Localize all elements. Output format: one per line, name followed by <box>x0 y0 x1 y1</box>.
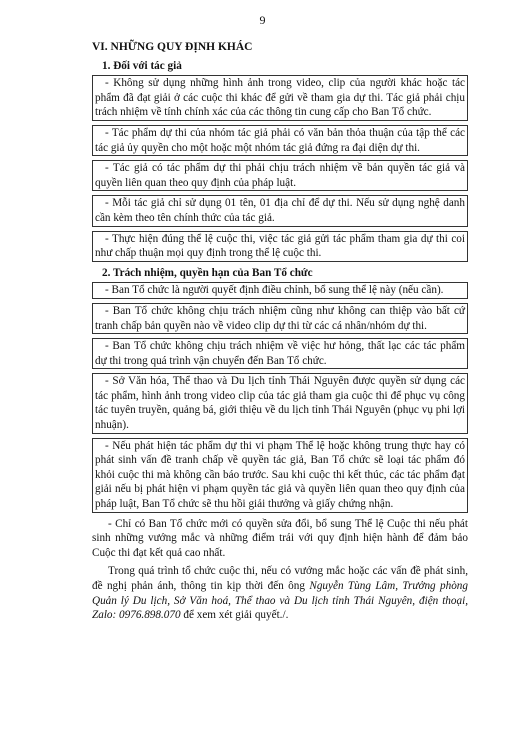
contact-info: Nguyễn Tùng Lâm, Trưởng phòng Quản lý Du lịch, Sở Văn hoá, Thể thao và Du lịch tỉnh Thái Nguyên, điện thoại, Zalo: 0976.898.070 <box>92 580 468 622</box>
closing-tail: để xem xét giải quyết./. <box>180 609 289 622</box>
document-body <box>92 40 468 627</box>
page-number: 9 <box>259 13 266 27</box>
paragraph: - Sở Văn hóa, Thể thao và Du lịch tỉnh Thái Nguyên được quyền sử dụng các tác phẩm, hình ảnh trong video clip của tác giả tham gia cuộc thi để phục vụ công tác tuyên truyền, quảng bá, giới thiệu về du lịch tỉnh Thái Nguyên (phục vụ phi lợi nhuận). <box>92 373 468 433</box>
closing-lead: Trong quá trình tổ chức cuộc thi, nếu có vướng mắc hoặc các vấn đề phát sinh, đề nghị phản ánh, thông tin kịp thời đến ông <box>92 565 468 592</box>
subsection-title-authors: 1. Đối với tác giả <box>102 59 182 72</box>
paragraph: - Ban Tổ chức không chịu trách nhiệm cũng như không can thiệp vào bất cứ tranh chấp bản quyền nào về video clip dự thi từ các cá nhân/nhóm dự thi. <box>92 303 468 334</box>
paragraph: - Mỗi tác giả chỉ sử dụng 01 tên, 01 địa chỉ để dự thi. Nếu sử dụng nghệ danh cần kèm theo tên chính thức của tác giả. <box>92 195 468 226</box>
paragraph: - Tác phẩm dự thi của nhóm tác giả phải có văn bản thỏa thuận của tập thể các tác giả ủy quyền cho một hoặc một nhóm tác giả đứng ra đại diện dự thi. <box>92 125 468 156</box>
paragraph: - Thực hiện đúng thể lệ cuộc thi, việc tác giả gửi tác phẩm tham gia dự thi coi như chấp thuận mọi quy định trong thể lệ cuộc thi. <box>92 231 468 262</box>
paragraph: - Chỉ có Ban Tổ chức mới có quyền sửa đổi, bổ sung Thể lệ Cuộc thi nếu phát sinh những vướng mắc và những điểm trái với quy định hiện hành để đảm bảo Cuộc thi đạt kết quả cao nhất. <box>92 517 468 559</box>
paragraph: - Ban Tổ chức không chịu trách nhiệm về việc hư hỏng, thất lạc các tác phẩm dự thi trong quá trình vận chuyển đến Ban Tổ chức. <box>92 338 468 369</box>
section-title: VI. NHỮNG QUY ĐỊNH KHÁC <box>92 41 253 53</box>
paragraph: - Nếu phát hiện tác phẩm dự thi vi phạm Thể lệ hoặc không trung thực hay có phát sinh vấn đề tranh chấp về quyền tác giả, Ban Tổ chức sẽ loại tác phẩm đó khỏi cuộc thi mà không cần báo trước. Sau khi cuộc thi kết thúc, các tác phẩm đạt giải nếu bị phát hiện vi phạm quyền tác giả và quyền liên quan theo quy định của pháp luật, Ban Tổ chức sẽ thu hồi giải thưởng và giấy chứng nhận. <box>92 438 468 513</box>
paragraph: - Ban Tổ chức là người quyết định điều chỉnh, bổ sung thể lệ này (nếu cần). <box>92 282 468 299</box>
closing-paragraph <box>92 564 468 622</box>
subsection-title-organizers: 2. Trách nhiệm, quyền hạn của Ban Tổ chức <box>102 266 313 279</box>
paragraph: - Tác giả có tác phẩm dự thi phải chịu trách nhiệm về bản quyền tác giả và quyền liên quan theo quy định của pháp luật. <box>92 160 468 191</box>
paragraph: - Không sử dụng những hình ảnh trong video, clip của người khác hoặc tác phẩm đã đạt giải ở các cuộc thi khác để gửi về tham gia dự thi. Tác giả phải chịu trách nhiệm về tính chính xác của các thông tin cung cấp cho Ban Tổ chức. <box>92 75 468 121</box>
